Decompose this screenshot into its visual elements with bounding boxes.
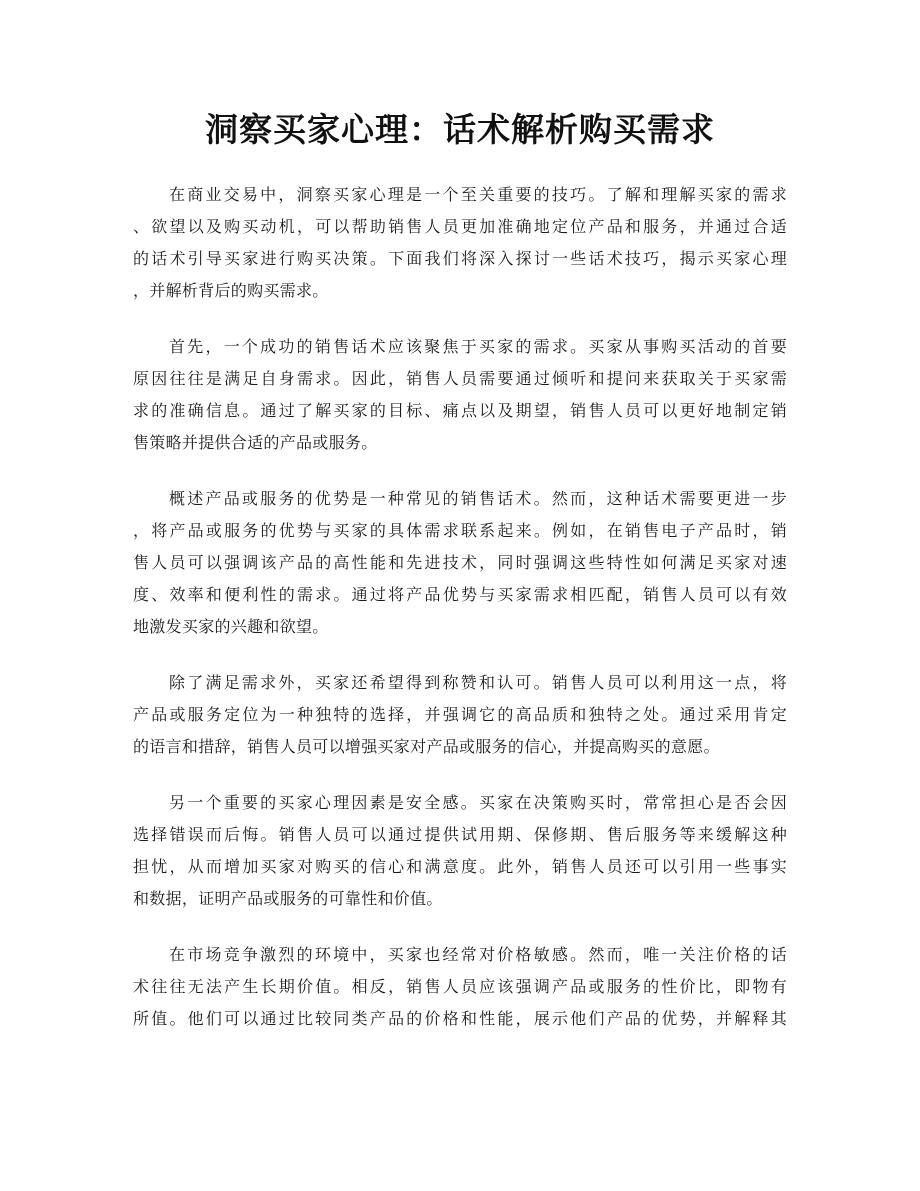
paragraph-line: 另一个重要的买家心理因素是安全感。买家在决策购买时，常常担心是否会因 xyxy=(169,793,787,812)
paragraph-line: 售人员可以强调该产品的高性能和先进技术，同时强调这些特性如何满足买家对速 xyxy=(133,553,787,572)
paragraph-line: 产品或服务定位为一种独特的选择，并强调它的高品质和独特之处。通过采用肯定 xyxy=(133,705,787,724)
paragraph-line: ，并解析背后的购买需求。 xyxy=(133,281,329,300)
paragraph-line: 在市场竞争激烈的环境中，买家也经常对价格敏感。然而，唯一关注价格的话 xyxy=(169,945,787,964)
paragraph-line: 概述产品或服务的优势是一种常见的销售话术。然而，这种话术需要更进一步 xyxy=(169,489,787,508)
paragraph-line: 求的准确信息。通过了解买家的目标、痛点以及期望，销售人员可以更好地制定销 xyxy=(133,401,787,420)
paragraph-line: 和数据，证明产品或服务的可靠性和价值。 xyxy=(133,889,443,908)
paragraph-line: 选择错误而后悔。销售人员可以通过提供试用期、保修期、售后服务等来缓解这种 xyxy=(133,825,787,844)
document-body xyxy=(133,179,787,1059)
paragraph xyxy=(133,667,787,763)
paragraph-line: 术往往无法产生长期价值。相反，销售人员应该强调产品或服务的性价比，即物有 xyxy=(133,977,787,996)
paragraph xyxy=(133,787,787,915)
paragraph-line: 地激发买家的兴趣和欲望。 xyxy=(133,617,329,636)
paragraph-line: 原因往往是满足自身需求。因此，销售人员需要通过倾听和提问来获取关于买家需 xyxy=(133,369,787,388)
paragraph-line: 担忧，从而增加买家对购买的信心和满意度。此外，销售人员还可以引用一些事实 xyxy=(133,857,787,876)
paragraph xyxy=(133,483,787,643)
paragraph-line: 所值。他们可以通过比较同类产品的价格和性能，展示他们产品的优势，并解释其 xyxy=(133,1009,787,1028)
paragraph xyxy=(133,179,787,307)
paragraph-line: 首先，一个成功的销售话术应该聚焦于买家的需求。买家从事购买活动的首要 xyxy=(169,337,787,356)
paragraph-line: 的语言和措辞，销售人员可以增强买家对产品或服务的信心，并提高购买的意愿。 xyxy=(133,737,720,756)
paragraph xyxy=(133,939,787,1035)
paragraph-line: 的话术引导买家进行购买决策。下面我们将深入探讨一些话术技巧，揭示买家心理 xyxy=(133,249,787,268)
paragraph xyxy=(133,331,787,459)
paragraph-line: 售策略并提供合适的产品或服务。 xyxy=(133,433,378,452)
paragraph-line: 除了满足需求外，买家还希望得到称赞和认可。销售人员可以利用这一点，将 xyxy=(169,673,787,692)
paragraph-line: 度、效率和便利性的需求。通过将产品优势与买家需求相匹配，销售人员可以有效 xyxy=(133,585,787,604)
paragraph-line: 在商业交易中，洞察买家心理是一个至关重要的技巧。了解和理解买家的需求 xyxy=(169,185,787,204)
paragraph-line: 、欲望以及购买动机，可以帮助销售人员更加准确地定位产品和服务，并通过合适 xyxy=(133,217,787,236)
document-title: 洞察买家心理：话术解析购买需求 xyxy=(205,110,715,149)
paragraph-line: ，将产品或服务的优势与买家的具体需求联系起来。例如，在销售电子产品时，销 xyxy=(133,521,787,540)
